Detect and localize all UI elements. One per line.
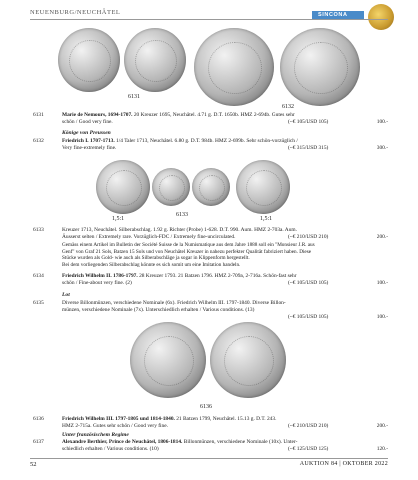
lot-6137-price: 120.-	[376, 446, 388, 452]
lot-6133-description: Kreuzer 1713, Neuchâtel. Silberabschlag. 1.92 g. Richter (Probe) 1-628. D.T. 990. Aum. HMZ 2-703a. Aum.	[62, 227, 297, 233]
note-line: Bei dem vorliegenden Silberabschlag könnte es sich somit um eine Imitation handeln.	[62, 261, 241, 268]
scale-label-left: 1,5:1	[112, 216, 125, 222]
lot-6133-estimate: (~€ 210/USD 210)	[288, 234, 329, 240]
scale-label-right: 1,5:1	[260, 216, 273, 222]
coin-label-6132: 6132	[282, 104, 294, 110]
lot-number-6133: 6133	[33, 227, 44, 233]
coin-6132-obverse	[194, 28, 274, 106]
lot-6137-ruler: Alexandre Berthier, Prince de Neuchâtel, 1806-1814.	[62, 439, 183, 445]
lot-number-6132: 6132	[33, 138, 44, 144]
lot-number-6137: 6137	[33, 439, 44, 445]
lot-6136-ruler: Friedrich Wilhelm III. 1797-1805 und 1814-1840.	[62, 416, 175, 422]
page-number: 52	[30, 461, 37, 468]
lot-6132-estimate: (~€ 315/USD 315)	[288, 145, 329, 151]
lot-6136-price: 200.-	[376, 423, 388, 429]
coin-6133-obverse	[152, 168, 190, 206]
section-heading-koenige: Könige von Preussen	[62, 130, 111, 136]
coin-label-6133: 6133	[176, 212, 188, 218]
coin-6131-obverse	[58, 28, 120, 92]
coin-6136-obverse	[130, 322, 206, 398]
lot-6134-ruler: Friedrich Wilhelm II. 1786-1797.	[62, 273, 138, 279]
lot-6131-estimate: (~€ 105/USD 105)	[288, 119, 329, 125]
lot-number-6135: 6135	[33, 300, 44, 306]
lot-6132-ruler: Friedrich I. 1707-1713.	[62, 138, 115, 144]
header-divider	[30, 19, 388, 20]
coin-6131-reverse	[124, 28, 186, 92]
lot-6136-grade: HMZ 2-715a. Gutes sehr schön / Good very fine.	[62, 423, 168, 429]
section-heading-franzoesisch: Unter französischem Regime	[62, 432, 129, 438]
lot-6131-ruler: Marie de Nemours, 1694-1707.	[62, 112, 133, 118]
lot-6133-price: 200.-	[376, 234, 388, 240]
auction-info: AUKTION 84 | OKTOBER 2022	[299, 461, 388, 467]
lot-6136-details: 21 Batzen 1799, Neuchâtel. 15.13 g. D.T. 243.	[174, 416, 277, 422]
lot-6137-estimate: (~€ 125/USD 125)	[288, 446, 329, 452]
coin-6133-reverse	[192, 168, 230, 206]
note-line: Stücke wurden als Gold- wie auch als Silberabschläge ja sogar in Klippenform hergestellt.	[62, 255, 250, 262]
lot-6133-note	[62, 242, 382, 268]
note-line: Gemäss einem Artikel im Bulletin der Société Suisse de la Numismatique aus dem Jahre 1888 soll ein "Monsieur J.R. aus	[62, 242, 315, 248]
lot-6137-details: Billonmünzen, verschiedene Nominale (10x). Unter-	[182, 439, 298, 445]
lot-6131-grade: schön / Good very fine.	[62, 119, 113, 125]
lot-6134-grade: schön / Fine-about very fine. (2)	[62, 280, 132, 286]
lot-6136-estimate: (~€ 210/USD 210)	[288, 423, 329, 429]
lot-6135-price: 100.-	[376, 314, 388, 320]
section-heading-lot: Lot	[62, 292, 70, 298]
lot-6134-price: 100.-	[376, 280, 388, 286]
lot-6134-details: 28 Kreuzer 1793. 21 Batzen 1796. HMZ 2-709a, 2-716a. Schön-fast sehr	[137, 273, 297, 279]
lot-6131-price: 100.-	[376, 119, 388, 125]
lot-6131-details: 20 Kreuzer 1695, Neuchâtel. 4.71 g. D.T. 1650b. HMZ 2-694b. Gutes sehr	[132, 112, 295, 118]
lot-6134-estimate: (~€ 105/USD 105)	[288, 280, 329, 286]
lot-number-6136: 6136	[33, 416, 44, 422]
lot-6132-details: 1/4 Taler 1713, Neuchâtel. 6.80 g. D.T. 984b. HMZ 2-699b. Sehr schön-vorzüglich /	[114, 138, 298, 144]
lot-number-6131: 6131	[33, 112, 44, 118]
lot-6135-grade: münzen, verschiedene Nominale (7x). Unterschiedlich erhalten / Various conditions. (13)	[62, 307, 255, 313]
gold-coin-logo	[368, 4, 394, 30]
lot-6132-grade: Very fine-extremely fine.	[62, 145, 117, 151]
lot-6133-grade: Äusserst selten / Extremely rare. Vorzüglich-FDC / Extremely fine-uncirculated.	[62, 234, 236, 240]
brand-label: SINCONA	[318, 12, 348, 18]
lot-6137-grade: schiedlich erhalten / Various conditions. (10)	[62, 446, 159, 452]
lot-6132-price: 300.-	[376, 145, 388, 151]
lot-number-6134: 6134	[33, 273, 44, 279]
footer-divider	[30, 458, 388, 459]
lot-6135-description: Diverse Billonmünzen, verschiedene Nominale (6x). Friedrich Wilhelm III. 1797-1840. Diverse Billon-	[62, 300, 286, 306]
lot-6135-estimate: (~€ 105/USD 105)	[288, 314, 329, 320]
coin-6133-reverse-large	[236, 160, 290, 214]
note-line: Genf" von Graf 21 Sols, Batzen 15 Sols und von Neuchâtel Kreuzer in nahezu perfekter Qualität fabriziert haben. Diese	[62, 248, 312, 255]
coin-6132-reverse	[280, 28, 360, 106]
coin-6133-obverse-large	[96, 160, 150, 214]
coin-6136-reverse	[210, 322, 286, 398]
coin-label-6131: 6131	[128, 94, 140, 100]
coin-label-6136: 6136	[200, 404, 212, 410]
page-header-title: NEUENBURG/NEUCHÂTEL	[30, 9, 121, 16]
